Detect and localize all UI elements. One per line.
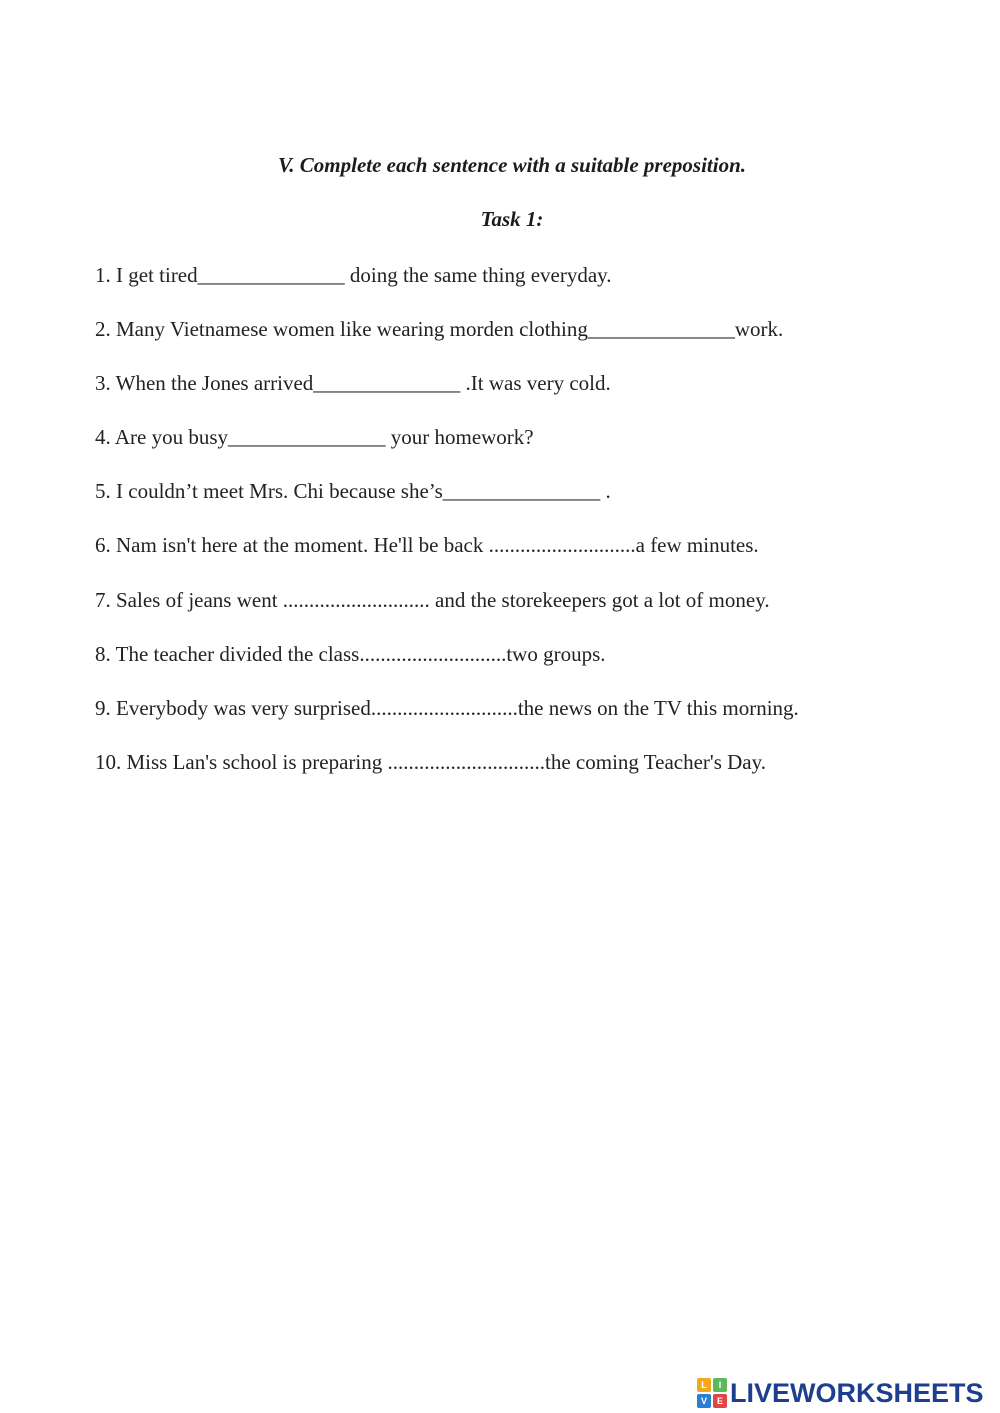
logo-letter-v: V <box>697 1394 711 1408</box>
logo-letter-e: E <box>713 1394 727 1408</box>
question-3: 3. When the Jones arrived______________ .It was very cold. <box>95 371 611 395</box>
question-10: 10. Miss Lan's school is preparing ..............................the coming Teacher's Day. <box>95 750 766 774</box>
liveworksheets-brand[interactable] <box>697 1376 984 1410</box>
question-1: 1. I get tired______________ doing the same thing everyday. <box>95 263 612 287</box>
logo-letter-l: L <box>697 1378 711 1392</box>
question-7: 7. Sales of jeans went ............................ and the storekeepers got a lot of money. <box>95 588 770 612</box>
question-8: 8. The teacher divided the class............................two groups. <box>95 642 606 666</box>
question-5: 5. I couldn’t meet Mrs. Chi because she’s_______________ . <box>95 479 611 503</box>
task-label: Task 1: <box>480 207 544 231</box>
question-2: 2. Many Vietnamese women like wearing morden clothing______________work. <box>95 317 784 341</box>
question-9: 9. Everybody was very surprised............................the news on the TV this morning. <box>95 696 799 720</box>
question-4: 4. Are you busy_______________ your homework? <box>95 425 534 449</box>
question-6: 6. Nam isn't here at the moment. He'll be back ............................a few minutes. <box>95 533 759 557</box>
logo-letter-i: I <box>713 1378 727 1392</box>
worksheet-title: V. Complete each sentence with a suitable preposition. <box>277 153 747 177</box>
brand-name: LIVEWORKSHEETS <box>730 1377 984 1408</box>
liveworksheets-logo-icon <box>697 1378 727 1408</box>
